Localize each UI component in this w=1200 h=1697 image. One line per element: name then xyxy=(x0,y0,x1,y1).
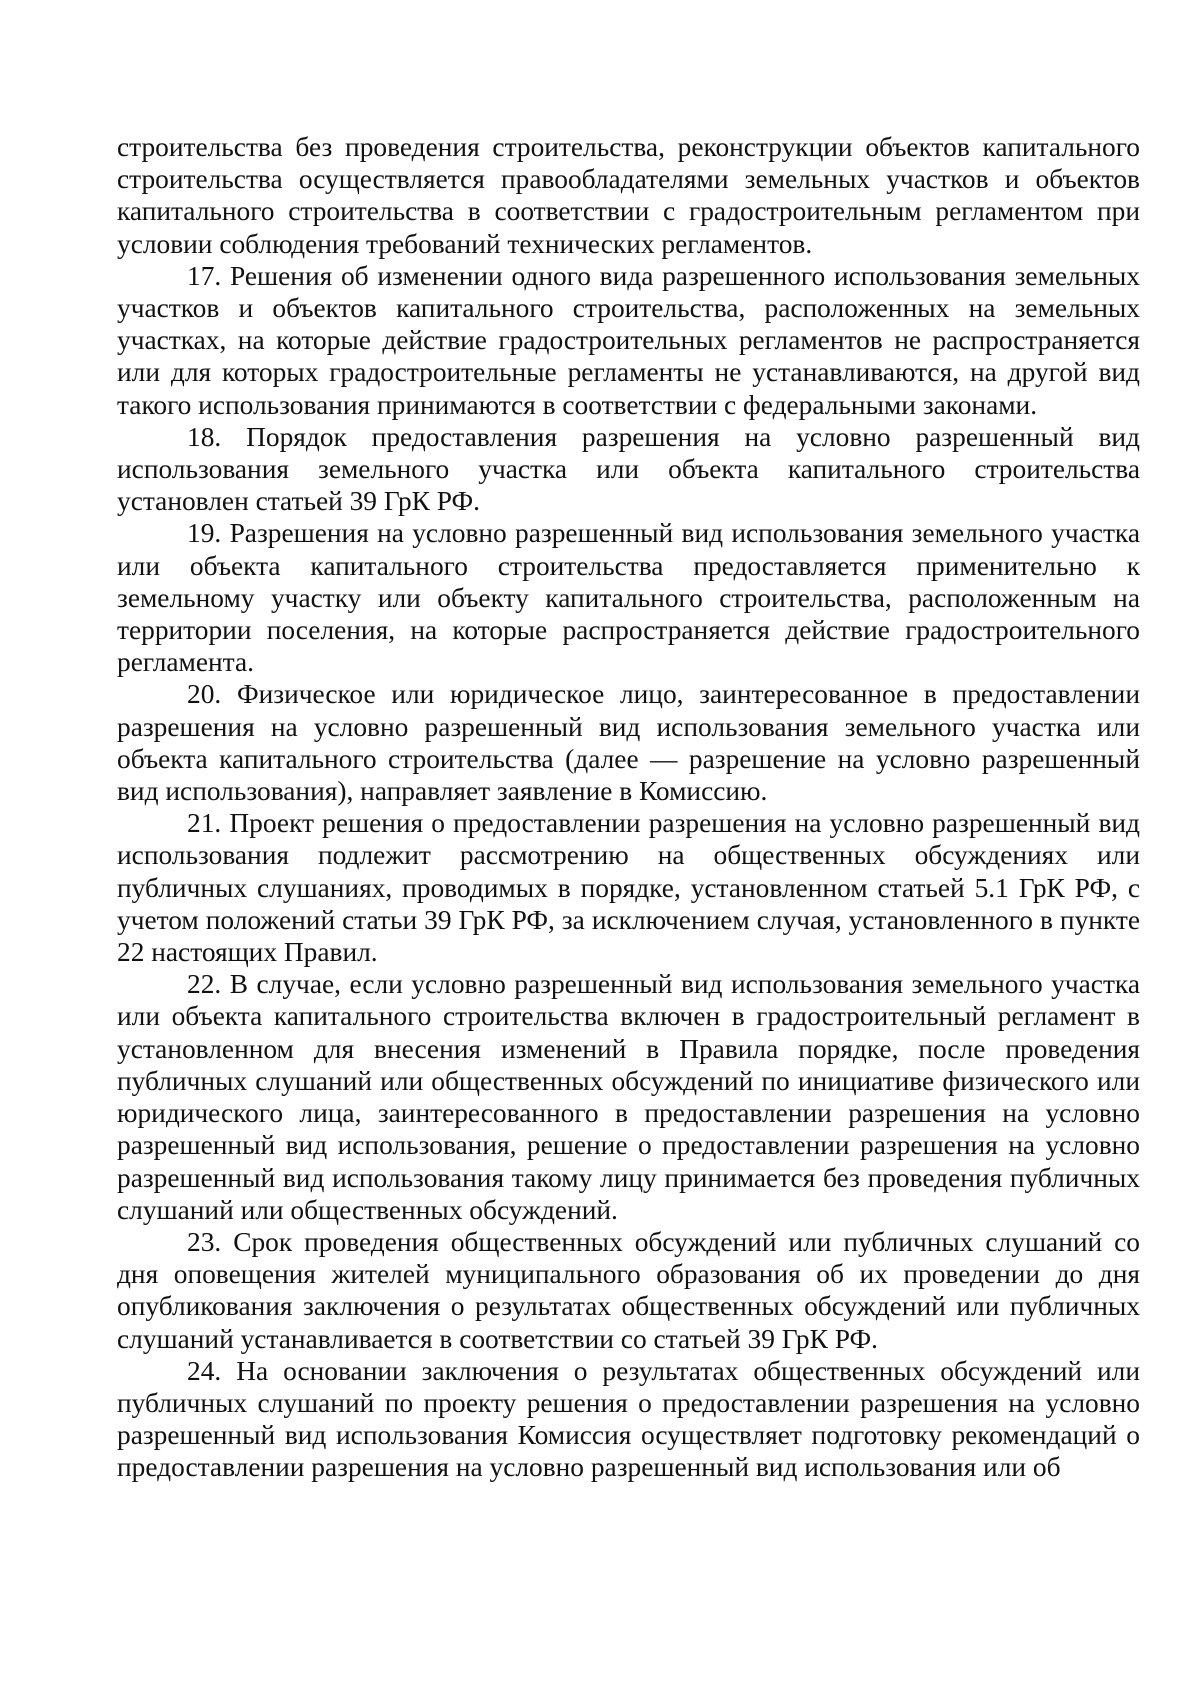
paragraph-number: 24. xyxy=(187,1355,222,1386)
paragraph-text: В случае, если условно разрешенный вид использования земельного участка или объекта капитального строительства включен в градостроительный регламент в установленном для внесения изменений в Правила порядке, после проведения публичных слушаний или общественных обсуждений по инициативе физического или юридического лица, заинтересованного в предоставлении разрешения на условно разрешенный вид использования, решение о предоставлении разрешения на условно разрешенный вид использования такому лицу принимается без проведения публичных слушаний или общественных обсуждений. xyxy=(117,969,1140,1225)
paragraph-number: 20. xyxy=(187,679,222,710)
document-text-body xyxy=(117,131,1140,1484)
paragraph-17 xyxy=(117,260,1140,421)
paragraph-number: 17. xyxy=(187,260,222,291)
paragraph-21 xyxy=(117,807,1140,968)
paragraph-22 xyxy=(117,968,1140,1226)
paragraph-18 xyxy=(117,421,1140,518)
paragraph-number: 18. xyxy=(187,421,222,452)
paragraph-continuation xyxy=(117,131,1140,260)
paragraph-text: Разрешения на условно разрешенный вид использования земельного участка или объекта капитального строительства предоставляется применительно к земельному участку или объекту капитального строительства, расположенным на территории поселения, на которые распространяется действие градостроительного регламента. xyxy=(117,518,1140,678)
paragraph-23 xyxy=(117,1226,1140,1355)
paragraph-19 xyxy=(117,517,1140,678)
paragraph-text: На основании заключения о результатах общественных обсуждений или публичных слушаний по проекту решения о предоставлении разрешения на условно разрешенный вид использования Комиссия осуществляет подготовку рекомендаций о предоставлении разрешения на условно разрешенный вид использования или об xyxy=(117,1355,1140,1483)
paragraph-24 xyxy=(117,1355,1140,1484)
paragraph-number: 22. xyxy=(187,969,222,1000)
paragraph-text: Срок проведения общественных обсуждений или публичных слушаний со дня оповещения жителей муниципального образования об их проведении до дня опубликования заключения о результатах общественных обсуждений или публичных слушаний устанавливается в соответствии со статьей 39 ГрК РФ. xyxy=(117,1226,1140,1354)
paragraph-text: Решения об изменении одного вида разрешенного использования земельных участков и объектов капитального строительства, расположенных на земельных участках, на которые действие градостроительных регламентов не распространяется или для которых градостроительные регламенты не устанавливаются, на другой вид такого использования принимаются в соответствии с федеральными законами. xyxy=(117,260,1140,420)
paragraph-text: строительства без проведения строительства, реконструкции объектов капитального строительства осуществляется правообладателями земельных участков и объектов капитального строительства в соответствии с градостроительным регламентом при условии соблюдения требований технических регламентов. xyxy=(117,132,1140,259)
paragraph-20 xyxy=(117,678,1140,807)
paragraph-number: 21. xyxy=(187,808,222,839)
paragraph-number: 23. xyxy=(187,1226,222,1257)
paragraph-text: Физическое или юридическое лицо, заинтересованное в предоставлении разрешения на условно разрешенный вид использования земельного участка или объекта капитального строительства (далее — разрешение на условно разрешенный вид использования), направляет заявление в Комиссию. xyxy=(117,679,1140,807)
paragraph-text: Проект решения о предоставлении разрешения на условно разрешенный вид использования подлежит рассмотрению на общественных обсуждениях или публичных слушаниях, проводимых в порядке, установленном статьей 5.1 ГрК РФ, с учетом положений статьи 39 ГрК РФ, за исключением случая, установленного в пункте 22 настоящих Правил. xyxy=(117,808,1140,968)
paragraph-number: 19. xyxy=(187,518,222,549)
paragraph-text: Порядок предоставления разрешения на условно разрешенный вид использования земельного участка или объекта капитального строительства установлен статьей 39 ГрК РФ. xyxy=(117,421,1140,517)
